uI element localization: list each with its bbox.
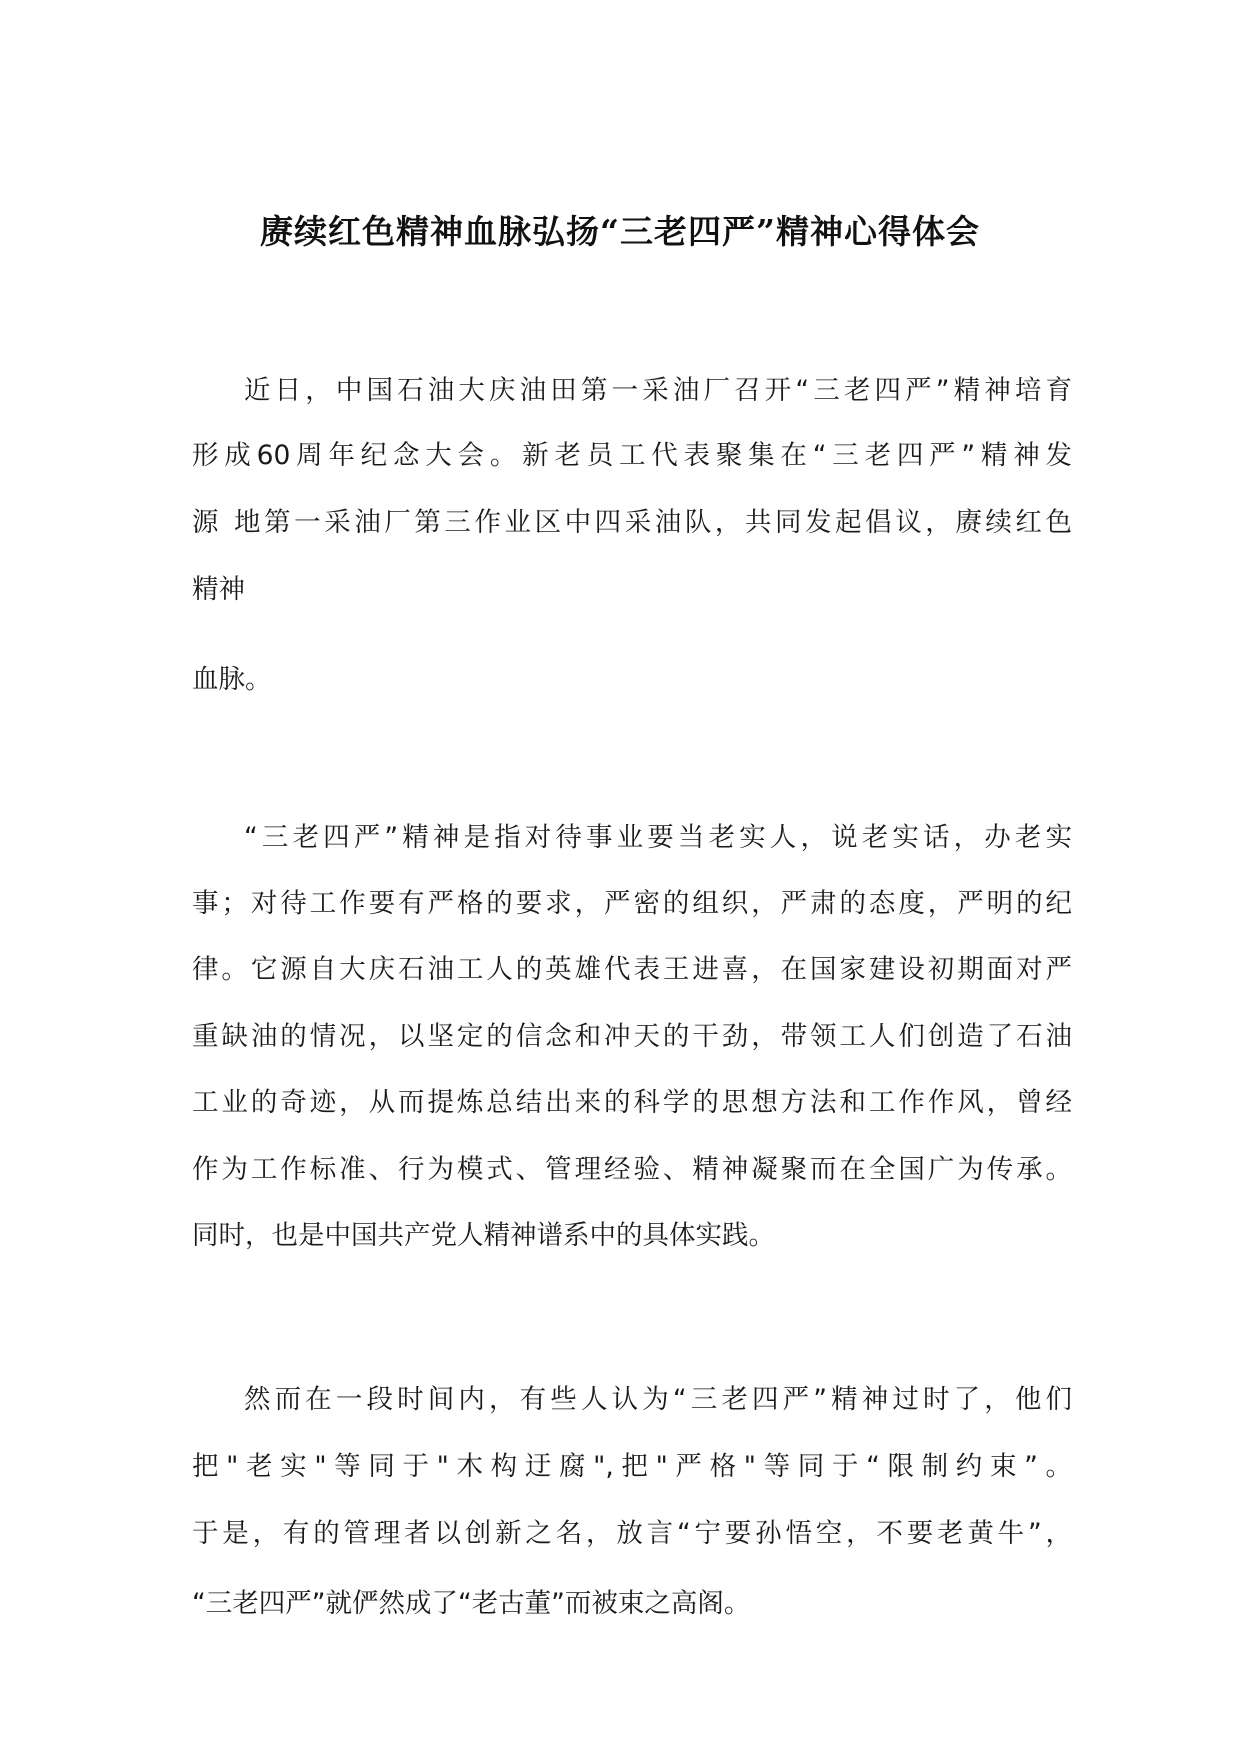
- paragraph-2-line-4: 重缺油的情况，以坚定的信念和冲天的干劲，带领工人们创造了石油: [192, 1021, 1072, 1052]
- paragraph-2-line-7: 同时，也是中国共产党人精神谱系中的具体实践。: [192, 1220, 775, 1251]
- paragraph-3-line-2: 把"老实"等同于"木构迂腐",把"严格"等同于“限制约束”。: [192, 1451, 1072, 1482]
- paragraph-2-line-3: 律。它源自大庆石油工人的英雄代表王进喜，在国家建设初期面对严: [192, 954, 1072, 985]
- paragraph-3-line-3: 于是，有的管理者以创新之名，放言“宁要孙悟空，不要老黄牛”，: [192, 1518, 1072, 1549]
- paragraph-1-line-1: 近日，中国石油大庆油田第一采油厂召开“三老四严”精神培育: [244, 375, 1072, 406]
- document-title: 赓续红色精神血脉弘扬“三老四严”精神心得体会: [260, 212, 980, 251]
- paragraph-3-line-1: 然而在一段时间内，有些人认为“三老四严”精神过时了，他们: [244, 1384, 1072, 1415]
- paragraph-1-line-4: 精神: [192, 574, 245, 605]
- paragraph-3-line-4: “三老四严”就俨然成了“老古董”而被束之高阁。: [192, 1588, 751, 1619]
- paragraph-1-line-5: 血脉。: [192, 664, 272, 695]
- paragraph-2-line-6: 作为工作标准、行为模式、管理经验、精神凝聚而在全国广为传承。: [192, 1154, 1072, 1185]
- paragraph-2-line-5: 工业的奇迹，从而提炼总结出来的科学的思想方法和工作作风，曾经: [192, 1087, 1072, 1118]
- paragraph-2-line-1: “三老四严”精神是指对待事业要当老实人，说老实话，办老实: [244, 822, 1072, 853]
- paragraph-2-line-2: 事；对待工作要有严格的要求，严密的组织，严肃的态度，严明的纪: [192, 888, 1072, 919]
- paragraph-1-line-3: 源 地第一采油厂第三作业区中四采油队，共同发起倡议，赓续红色: [192, 507, 1072, 538]
- paragraph-1-line-2: 形成60周年纪念大会。新老员工代表聚集在“三老四严”精神发: [192, 440, 1072, 471]
